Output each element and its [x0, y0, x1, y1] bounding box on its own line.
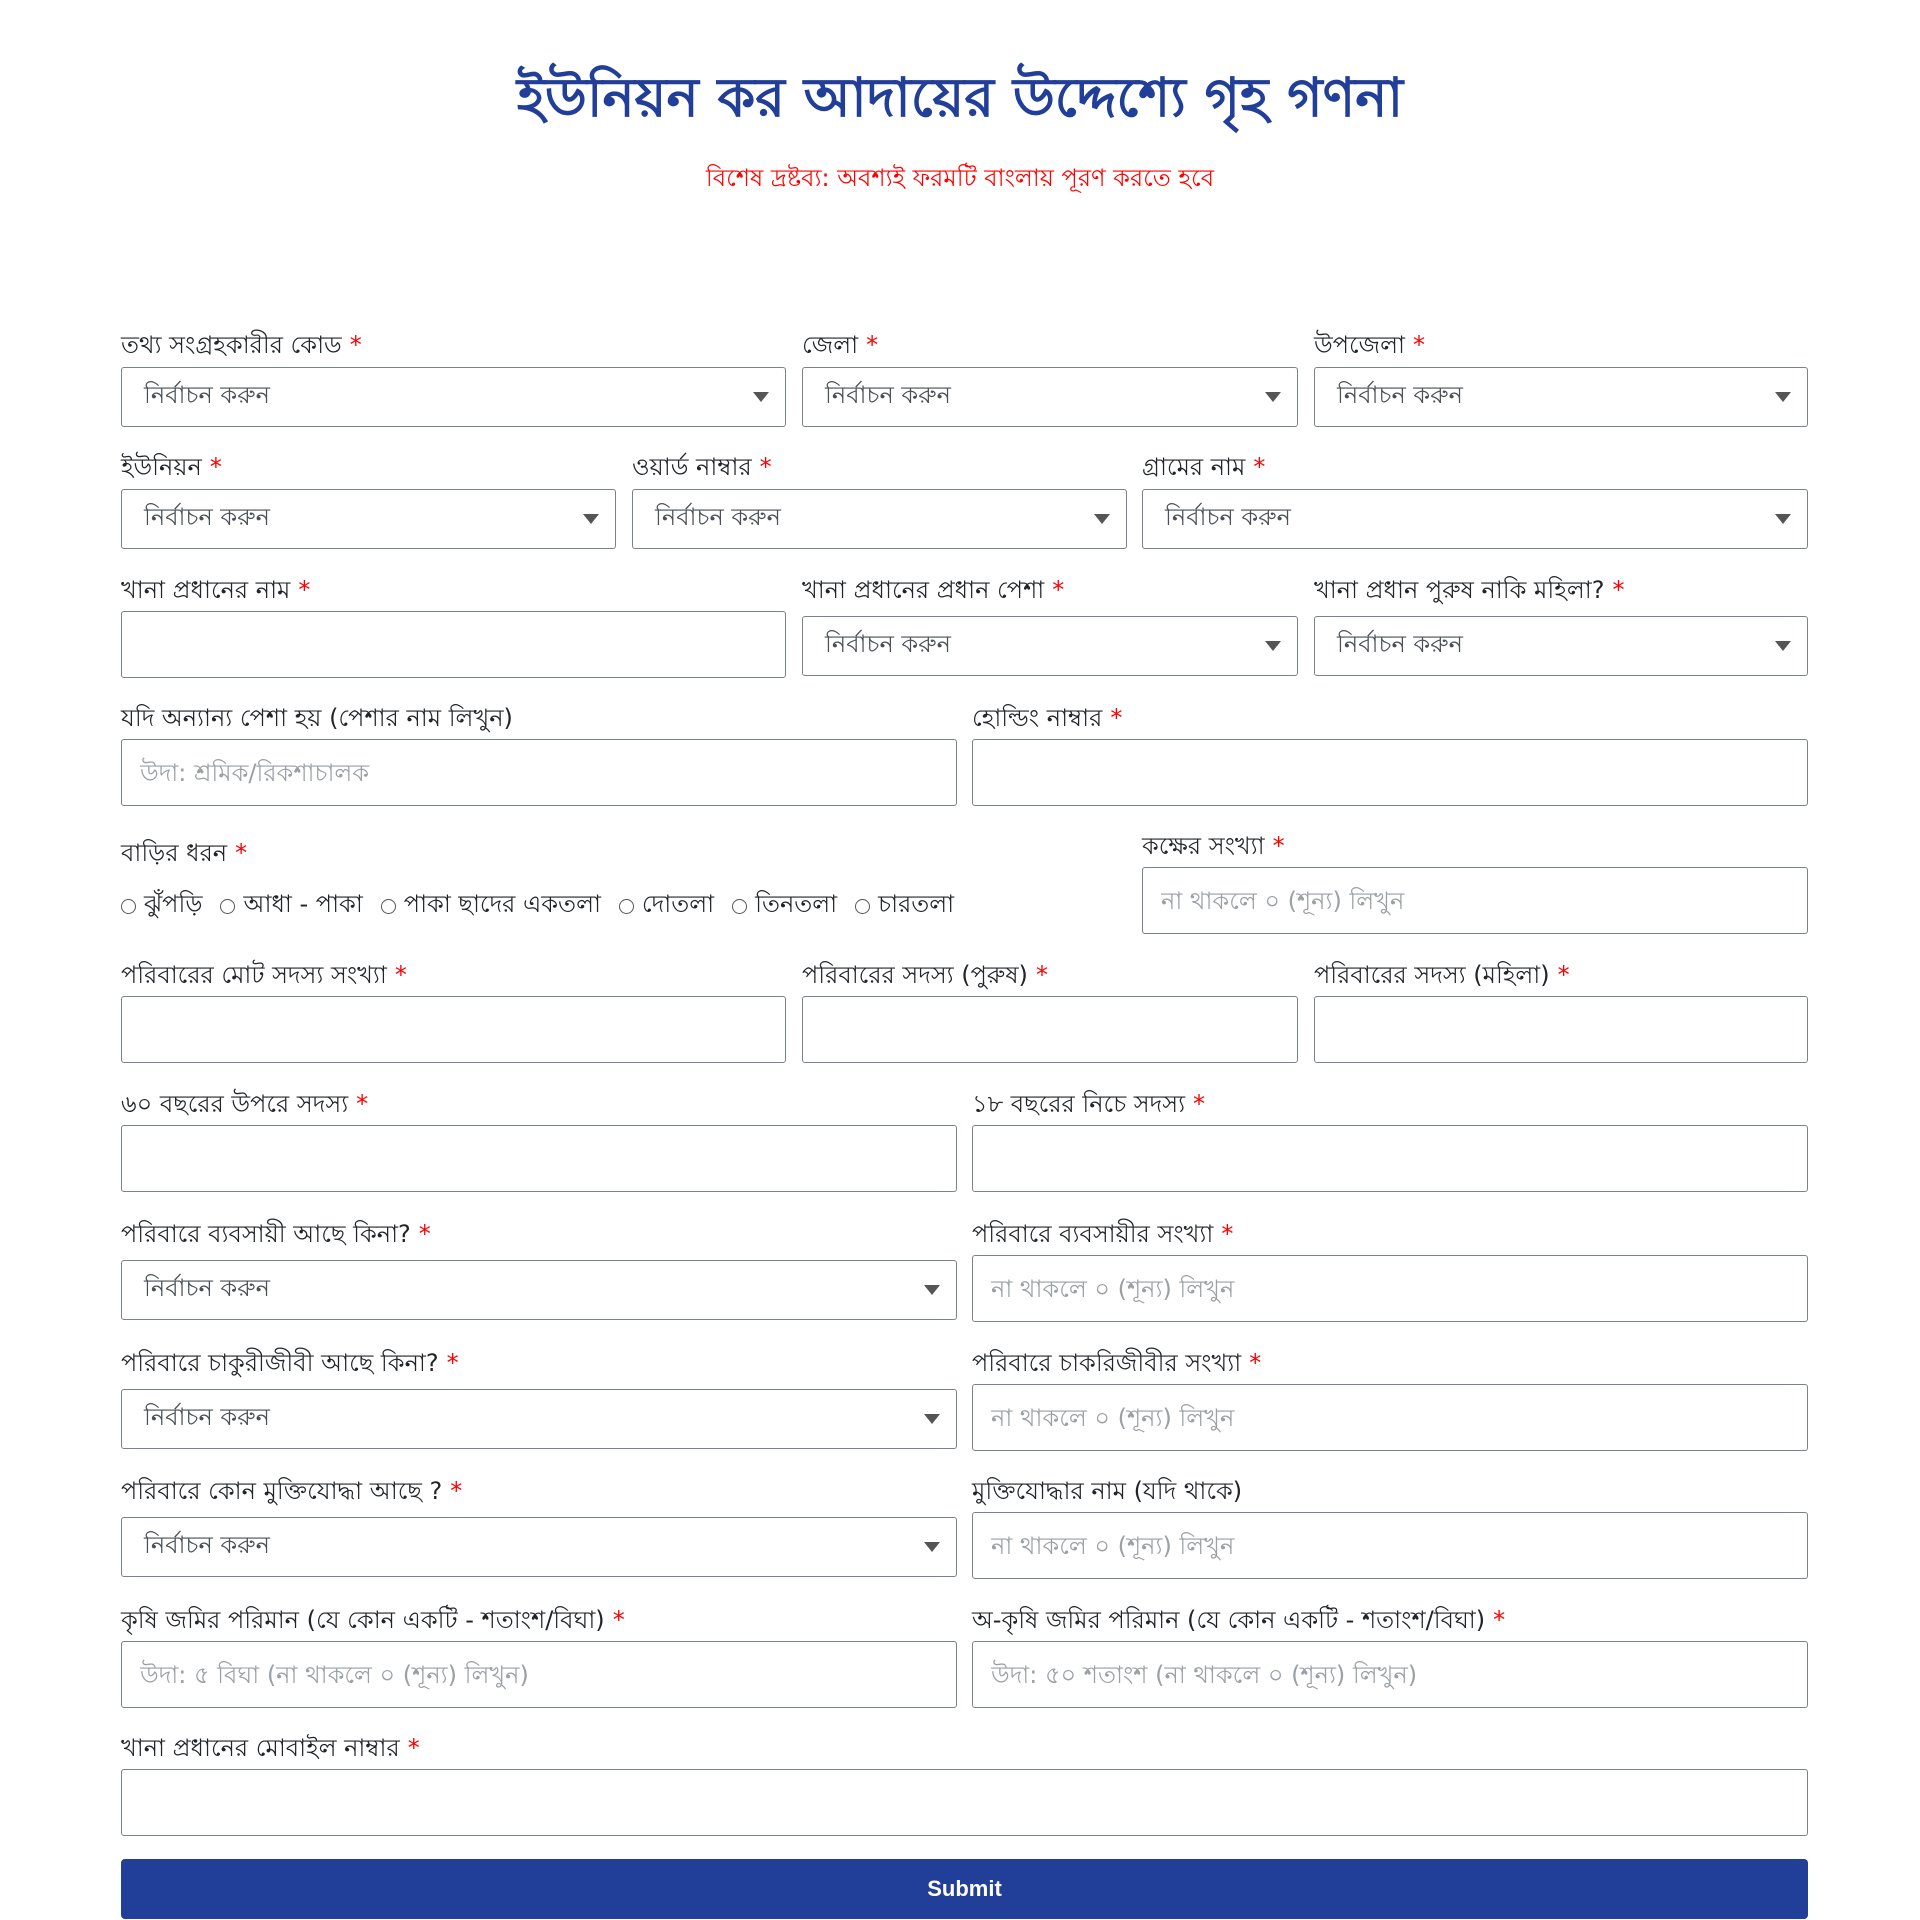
radio-icon[interactable] — [732, 899, 747, 914]
radio-icon[interactable] — [855, 899, 870, 914]
field-label: জেলা * — [802, 331, 879, 359]
mobile-input[interactable] — [121, 1769, 1808, 1836]
above-60-input[interactable] — [121, 1125, 957, 1192]
district-field — [802, 330, 1298, 427]
head-name-field — [121, 575, 786, 678]
radio-icon[interactable] — [220, 899, 235, 914]
above-60-field — [121, 1089, 957, 1192]
select-value: নির্বাচন করুন — [1337, 630, 1463, 658]
chevron-down-icon — [924, 1414, 940, 1424]
chevron-down-icon — [924, 1542, 940, 1552]
non-agri-land-field — [972, 1605, 1808, 1708]
required-mark: * — [407, 1734, 420, 1762]
select-value: নির্বাচন করুন — [144, 1531, 270, 1559]
radio-label: আধা - পাকা — [243, 890, 363, 918]
select-value: নির্বাচন করুন — [825, 630, 951, 658]
house-type-field — [121, 838, 1121, 928]
head-occupation-field — [802, 575, 1298, 676]
freedom-fighter-name-input[interactable] — [972, 1512, 1808, 1579]
field-label: যদি অন্যান্য পেশা হয় (পেশার নাম লিখুন) — [121, 704, 513, 732]
field-label: পরিবারে ব্যবসায়ীর সংখ্যা * — [972, 1220, 1234, 1248]
radio-label: ঝুঁপড়ি — [144, 890, 203, 918]
radio-option-three-storey[interactable] — [732, 886, 837, 926]
field-label: বাড়ির ধরন * — [121, 839, 248, 867]
union-select[interactable] — [121, 489, 616, 549]
field-label: ইউনিয়ন * — [121, 453, 222, 481]
chevron-down-icon — [924, 1285, 940, 1295]
field-label: পরিবারের সদস্য (মহিলা) * — [1314, 961, 1570, 989]
chevron-down-icon — [1775, 514, 1791, 524]
select-value: নির্বাচন করুন — [144, 1274, 270, 1302]
required-mark: * — [1249, 1349, 1262, 1377]
radio-option-four-storey[interactable] — [855, 886, 954, 926]
other-occupation-input[interactable] — [121, 739, 957, 806]
required-mark: * — [356, 1090, 369, 1118]
radio-icon[interactable] — [381, 899, 396, 914]
chevron-down-icon — [1265, 392, 1281, 402]
required-mark: * — [866, 331, 879, 359]
village-select[interactable] — [1142, 489, 1808, 549]
field-label: পরিবারের সদস্য (পুরুষ) * — [802, 961, 1048, 989]
field-label: খানা প্রধানের নাম * — [121, 576, 311, 604]
head-gender-field — [1314, 575, 1808, 676]
radio-option-pucca-single-storey[interactable] — [381, 886, 601, 926]
business-count-field — [972, 1219, 1808, 1322]
has-freedom-fighter-select[interactable] — [121, 1517, 957, 1577]
field-label: খানা প্রধান পুরুষ নাকি মহিলা? * — [1314, 576, 1625, 604]
non-agri-land-input[interactable] — [972, 1641, 1808, 1708]
select-value: নির্বাচন করুন — [655, 503, 781, 531]
required-mark: * — [1110, 704, 1123, 732]
field-label: উপজেলা * — [1314, 331, 1425, 359]
has-job-select[interactable] — [121, 1389, 957, 1449]
chevron-down-icon — [1094, 514, 1110, 524]
field-label: গ্রামের নাম * — [1142, 453, 1266, 481]
required-mark: * — [446, 1349, 459, 1377]
field-label: কৃষি জমির পরিমান (যে কোন একটি - শতাংশ/বিঘা) * — [121, 1606, 625, 1634]
field-label: অ-কৃষি জমির পরিমান (যে কোন একটি - শতাংশ/বিঘা) * — [972, 1606, 1506, 1634]
required-mark: * — [1253, 453, 1266, 481]
radio-icon[interactable] — [121, 899, 136, 914]
job-count-input[interactable] — [972, 1384, 1808, 1451]
submit-button[interactable]: Submit — [121, 1859, 1808, 1919]
required-mark: * — [1612, 576, 1625, 604]
female-members-field — [1314, 960, 1808, 1063]
radio-label: চারতলা — [878, 890, 955, 918]
field-label: ১৮ বছরের নিচে সদস্য * — [972, 1090, 1206, 1118]
field-label: পরিবারে চাকরিজীবীর সংখ্যা * — [972, 1349, 1262, 1377]
field-label: মুক্তিযোদ্ধার নাম (যদি থাকে) — [972, 1477, 1243, 1505]
required-mark: * — [1412, 331, 1425, 359]
required-mark: * — [759, 453, 772, 481]
select-value: নির্বাচন করুন — [1165, 503, 1291, 531]
collector-code-field — [121, 330, 786, 427]
required-mark: * — [1035, 961, 1048, 989]
radio-icon[interactable] — [619, 899, 634, 914]
upazila-select[interactable] — [1314, 367, 1808, 427]
freedom-fighter-name-field — [972, 1476, 1808, 1579]
required-mark: * — [1052, 576, 1065, 604]
field-label: খানা প্রধানের প্রধান পেশা * — [802, 576, 1065, 604]
house-type-radio-group — [121, 886, 972, 926]
bangla-note: বিশেষ দ্রষ্টব্য: অবশ্যই ফরমটি বাংলায় পূরণ করতে হবে — [705, 164, 1215, 192]
required-mark: * — [235, 839, 248, 867]
below-18-field — [972, 1089, 1808, 1192]
district-select[interactable] — [802, 367, 1298, 427]
village-field — [1142, 452, 1808, 549]
ward-field — [632, 452, 1127, 549]
business-count-input[interactable] — [972, 1255, 1808, 1322]
radio-option-two-storey[interactable] — [619, 886, 714, 926]
has-job-field — [121, 1348, 957, 1449]
chevron-down-icon — [1775, 392, 1791, 402]
head-name-input[interactable] — [121, 611, 786, 678]
chevron-down-icon — [1775, 641, 1791, 651]
agri-land-field — [121, 1605, 957, 1708]
field-label: খানা প্রধানের মোবাইল নাম্বার * — [121, 1734, 420, 1762]
job-count-field — [972, 1348, 1808, 1451]
room-count-field — [1142, 831, 1808, 934]
chevron-down-icon — [753, 392, 769, 402]
radio-label: পাকা ছাদের একতলা — [403, 890, 601, 918]
below-18-input[interactable] — [972, 1125, 1808, 1192]
total-members-input[interactable] — [121, 996, 786, 1063]
chevron-down-icon — [583, 514, 599, 524]
field-label: ওয়ার্ড নাম্বার * — [632, 453, 772, 481]
mobile-field — [121, 1733, 1808, 1836]
field-label: হোল্ডিং নাম্বার * — [972, 704, 1123, 732]
radio-label: তিনতলা — [755, 890, 838, 918]
select-value: নির্বাচন করুন — [1337, 381, 1463, 409]
radio-option-semi-pucca[interactable] — [220, 886, 362, 926]
has-business-select[interactable] — [121, 1260, 957, 1320]
page-title: ইউনিয়ন কর আদায়ের উদ্দেশ্যে গৃহ গণনা — [516, 66, 1404, 129]
upazila-field — [1314, 330, 1808, 427]
required-mark: * — [394, 961, 407, 989]
agri-land-input[interactable] — [121, 1641, 957, 1708]
total-members-field — [121, 960, 786, 1063]
radio-option-hut[interactable] — [121, 886, 202, 926]
male-members-input[interactable] — [802, 996, 1298, 1063]
holding-number-field — [972, 703, 1808, 806]
required-mark: * — [1221, 1220, 1234, 1248]
field-label: পরিবারে ব্যবসায়ী আছে কিনা? * — [121, 1220, 431, 1248]
required-mark: * — [349, 331, 362, 359]
room-count-input[interactable] — [1142, 867, 1808, 934]
male-members-field — [802, 960, 1298, 1063]
select-value: নির্বাচন করুন — [144, 1403, 270, 1431]
radio-label: দোতলা — [641, 890, 715, 918]
field-label: পরিবারের মোট সদস্য সংখ্যা * — [121, 961, 407, 989]
has-freedom-fighter-field — [121, 1476, 957, 1577]
head-gender-select[interactable] — [1314, 616, 1808, 676]
required-mark: * — [209, 453, 222, 481]
female-members-input[interactable] — [1314, 996, 1808, 1063]
field-label: তথ্য সংগ্রহকারীর কোড * — [121, 331, 362, 359]
other-occupation-field — [121, 703, 957, 806]
select-value: নির্বাচন করুন — [144, 503, 270, 531]
ward-select[interactable] — [632, 489, 1127, 549]
head-occupation-select[interactable] — [802, 616, 1298, 676]
required-mark: * — [418, 1220, 431, 1248]
required-mark: * — [1557, 961, 1570, 989]
required-mark: * — [612, 1606, 625, 1634]
field-label: পরিবারে চাকুরীজীবী আছে কিনা? * — [121, 1349, 459, 1377]
required-mark: * — [1193, 1090, 1206, 1118]
union-field — [121, 452, 616, 549]
field-label: কক্ষের সংখ্যা * — [1142, 832, 1285, 860]
holding-number-input[interactable] — [972, 739, 1808, 806]
chevron-down-icon — [1265, 641, 1281, 651]
required-mark: * — [298, 576, 311, 604]
field-label: পরিবারে কোন মুক্তিযোদ্ধা আছে ? * — [121, 1477, 463, 1505]
select-value: নির্বাচন করুন — [825, 381, 951, 409]
required-mark: * — [1272, 832, 1285, 860]
select-value: নির্বাচন করুন — [144, 381, 270, 409]
field-label: ৬০ বছরের উপরে সদস্য * — [121, 1090, 369, 1118]
required-mark: * — [450, 1477, 463, 1505]
has-business-field — [121, 1219, 957, 1320]
collector-code-select[interactable] — [121, 367, 786, 427]
required-mark: * — [1493, 1606, 1506, 1634]
